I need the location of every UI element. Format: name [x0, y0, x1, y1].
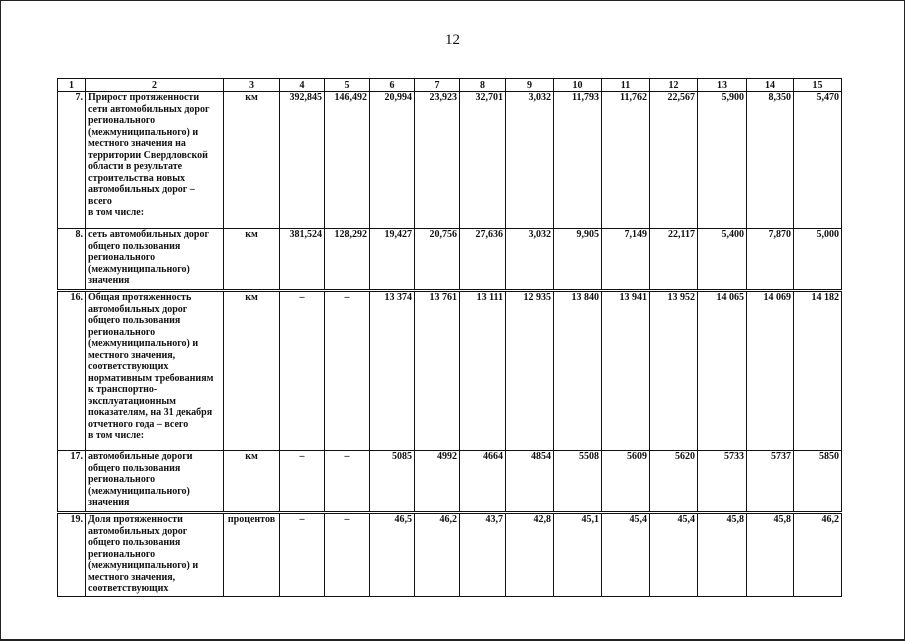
row-unit: км: [224, 92, 280, 229]
value-cell: 5737: [747, 451, 794, 513]
value-cell: 5,900: [698, 92, 747, 229]
row-description: Общая протяженность автомобильных дорог общего пользования регионального (межмуниципального) и местного значения, соответствующих нормативным требованиям к транспортно-эксплуатационным показателям, на 31 декабря отчетного года – всего в том числе:: [86, 291, 224, 451]
column-header: 5: [325, 79, 370, 92]
column-header: 11: [602, 79, 650, 92]
value-cell: –: [325, 291, 370, 451]
row-description: Прирост протяженности сети автомобильных дорог регионального (межмуниципального) и местного значения на территории Свердловской области в результате строительства новых автомобильных дорог – всего в том числе:: [86, 92, 224, 229]
value-cell: 22,117: [650, 229, 698, 291]
value-cell: 13 111: [460, 291, 506, 451]
column-header: 1: [58, 79, 86, 92]
column-header: 10: [554, 79, 602, 92]
value-cell: 14 182: [794, 291, 842, 451]
row-index: 7.: [58, 92, 86, 229]
value-cell: 46,2: [415, 513, 460, 597]
row-index: 8.: [58, 229, 86, 291]
value-cell: 5085: [370, 451, 415, 513]
value-cell: 42,8: [506, 513, 554, 597]
value-cell: 3,032: [506, 92, 554, 229]
value-cell: 13 761: [415, 291, 460, 451]
column-header: 9: [506, 79, 554, 92]
table-row: [58, 291, 842, 451]
value-cell: 14 069: [747, 291, 794, 451]
row-index: 19.: [58, 513, 86, 597]
value-cell: –: [280, 291, 325, 451]
value-cell: 5620: [650, 451, 698, 513]
value-cell: 5508: [554, 451, 602, 513]
value-cell: 4854: [506, 451, 554, 513]
column-header: 4: [280, 79, 325, 92]
value-cell: 4992: [415, 451, 460, 513]
column-header: 13: [698, 79, 747, 92]
row-description: Доля протяженности автомобильных дорог общего пользования регионального (межмуниципального) и местного значения, соответствующих: [86, 513, 224, 597]
column-header: 6: [370, 79, 415, 92]
row-unit: процентов: [224, 513, 280, 597]
value-cell: 12 935: [506, 291, 554, 451]
value-cell: 381,524: [280, 229, 325, 291]
value-cell: 46,5: [370, 513, 415, 597]
value-cell: 5,000: [794, 229, 842, 291]
row-index: 17.: [58, 451, 86, 513]
value-cell: 128,292: [325, 229, 370, 291]
column-header: 14: [747, 79, 794, 92]
value-cell: 11,762: [602, 92, 650, 229]
value-cell: 146,492: [325, 92, 370, 229]
value-cell: 9,905: [554, 229, 602, 291]
column-header: 3: [224, 79, 280, 92]
row-unit: км: [224, 451, 280, 513]
value-cell: 5,470: [794, 92, 842, 229]
value-cell: 5,400: [698, 229, 747, 291]
value-cell: 32,701: [460, 92, 506, 229]
value-cell: 7,870: [747, 229, 794, 291]
value-cell: –: [325, 451, 370, 513]
value-cell: 13 374: [370, 291, 415, 451]
row-description: автомобильные дороги общего пользования регионального (межмуниципального) значения: [86, 451, 224, 513]
value-cell: 13 840: [554, 291, 602, 451]
value-cell: 4664: [460, 451, 506, 513]
value-cell: 45,4: [602, 513, 650, 597]
value-cell: 27,636: [460, 229, 506, 291]
value-cell: 5609: [602, 451, 650, 513]
value-cell: 23,923: [415, 92, 460, 229]
value-cell: –: [280, 451, 325, 513]
value-cell: 20,994: [370, 92, 415, 229]
value-cell: 45,8: [698, 513, 747, 597]
column-header: 2: [86, 79, 224, 92]
value-cell: 8,350: [747, 92, 794, 229]
value-cell: 5733: [698, 451, 747, 513]
column-header: 8: [460, 79, 506, 92]
value-cell: –: [280, 513, 325, 597]
value-cell: 45,4: [650, 513, 698, 597]
table-row: [58, 229, 842, 291]
table-row: [58, 513, 842, 597]
value-cell: 392,845: [280, 92, 325, 229]
value-cell: 5850: [794, 451, 842, 513]
column-header: 15: [794, 79, 842, 92]
value-cell: 22,567: [650, 92, 698, 229]
data-table: [57, 78, 842, 597]
value-cell: 45,1: [554, 513, 602, 597]
value-cell: 43,7: [460, 513, 506, 597]
value-cell: 13 952: [650, 291, 698, 451]
value-cell: 46,2: [794, 513, 842, 597]
value-cell: 7,149: [602, 229, 650, 291]
value-cell: 45,8: [747, 513, 794, 597]
column-header: 7: [415, 79, 460, 92]
value-cell: 14 065: [698, 291, 747, 451]
value-cell: 11,793: [554, 92, 602, 229]
table-row: [58, 451, 842, 513]
row-unit: км: [224, 291, 280, 451]
row-index: 16.: [58, 291, 86, 451]
value-cell: –: [325, 513, 370, 597]
value-cell: 13 941: [602, 291, 650, 451]
column-header: 12: [650, 79, 698, 92]
value-cell: 3,032: [506, 229, 554, 291]
value-cell: 20,756: [415, 229, 460, 291]
row-unit: км: [224, 229, 280, 291]
header-row: [58, 79, 842, 92]
page-number: 12: [445, 32, 460, 48]
table-row: [58, 92, 842, 229]
value-cell: 19,427: [370, 229, 415, 291]
row-description: сеть автомобильных дорог общего пользования регионального (межмуниципального) значения: [86, 229, 224, 291]
